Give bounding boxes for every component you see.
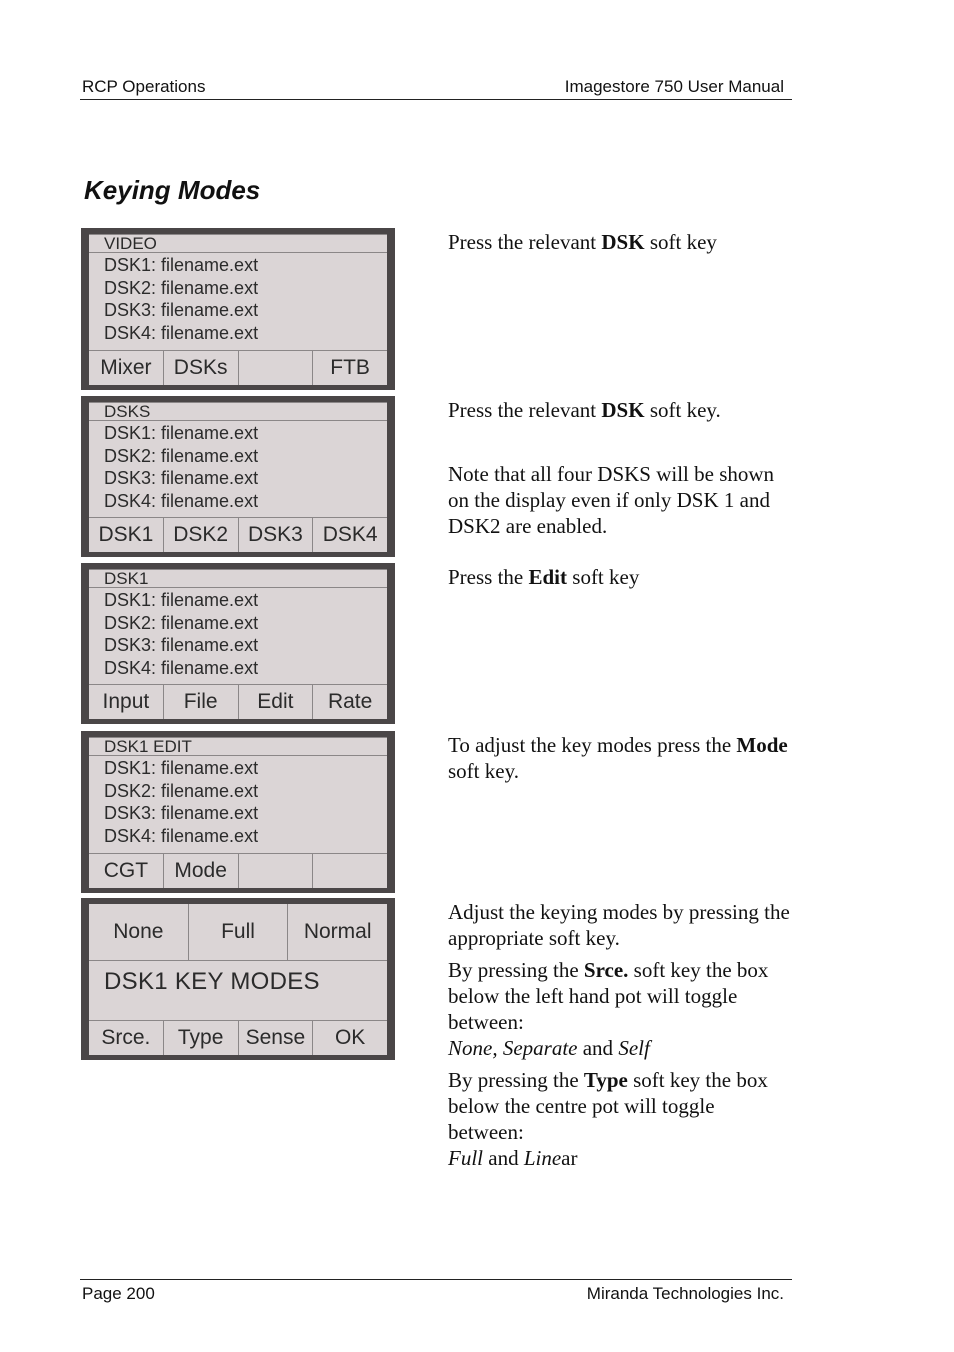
soft-key-rate[interactable]: Rate — [327, 690, 373, 713]
lcd-file-line: DSK1: filename.ext — [104, 423, 259, 443]
pot-value-source[interactable]: None — [89, 904, 189, 960]
soft-key-row — [89, 684, 387, 719]
key-modes-label: DSK1 KEY MODES — [104, 968, 320, 995]
text-run: Press the relevant — [448, 230, 602, 254]
pot-value-row — [89, 904, 387, 961]
soft-key-dsk3[interactable]: DSK3 — [239, 518, 314, 552]
lcd-menu-title: VIDEO — [89, 234, 387, 253]
lcd-file-line: DSK4: filename.ext — [104, 825, 259, 846]
key-name: Type — [583, 1068, 628, 1092]
soft-key-blank[interactable] — [239, 854, 314, 888]
soft-key-row — [89, 350, 387, 385]
soft-key-sense[interactable]: Sense — [239, 1021, 314, 1055]
header-section-name: RCP Operations — [82, 77, 206, 96]
lcd-file-line: DSK2: filename.ext — [104, 277, 259, 298]
page-header — [80, 77, 792, 100]
instruction-text — [448, 957, 793, 1061]
lcd-file-list — [89, 588, 387, 679]
soft-key-blank[interactable] — [239, 351, 314, 385]
header-manual-title: Imagestore 750 User Manual — [564, 77, 784, 96]
lcd-screen — [89, 904, 387, 1055]
soft-key-dsk2[interactable]: DSK2 — [164, 518, 239, 552]
lcd-file-line: DSK1: filename.ext — [104, 590, 259, 610]
instruction-step-5 — [448, 899, 793, 1171]
text-run: soft key. — [644, 398, 721, 422]
option-text: Self — [618, 1036, 650, 1060]
soft-key-row — [89, 853, 387, 888]
soft-key-row — [89, 1020, 387, 1055]
soft-key-dsk4[interactable]: DSK4 — [322, 523, 378, 546]
instruction-text — [448, 1067, 793, 1171]
text-run: Press the — [448, 565, 529, 589]
text-run: soft key the box below the left hand pot will toggle between: — [448, 958, 769, 1034]
lcd-file-line: DSK4: filename.ext — [104, 657, 259, 678]
soft-key-mode[interactable]: Mode — [164, 854, 239, 888]
instruction-text: Adjust the keying modes by pressing the appropriate soft key. — [448, 900, 790, 950]
instruction-text — [448, 229, 793, 255]
instruction-text — [448, 732, 793, 784]
text-run: By pressing the — [448, 1068, 584, 1092]
lcd-panel-video — [81, 228, 395, 390]
lcd-screen — [89, 737, 387, 888]
soft-key-cgt[interactable]: CGT — [89, 854, 164, 888]
key-name: DSK — [601, 398, 645, 422]
key-name: Mode — [736, 733, 788, 757]
pot-value-sense[interactable]: Normal — [303, 920, 372, 943]
lcd-file-line: DSK4: filename.ext — [104, 490, 259, 511]
text-run: soft key — [644, 230, 717, 254]
instruction-step-1 — [448, 229, 793, 255]
lcd-panel-dsk1 — [81, 563, 395, 724]
lcd-panel-key-modes — [81, 898, 395, 1060]
text-run: ar — [561, 1146, 578, 1170]
text-run: and — [577, 1036, 619, 1060]
instruction-text — [448, 564, 793, 590]
option-text: Line — [523, 1146, 562, 1170]
soft-key-srce[interactable]: Srce. — [89, 1021, 164, 1055]
soft-key-type[interactable]: Type — [164, 1021, 239, 1055]
page-footer — [80, 1279, 792, 1303]
lcd-panel-dsk1-edit — [81, 731, 395, 893]
soft-key-blank[interactable] — [313, 854, 387, 888]
key-name: Edit — [528, 565, 568, 589]
lcd-file-line: DSK3: filename.ext — [104, 635, 259, 655]
lcd-file-line: DSK1: filename.ext — [104, 758, 259, 778]
lcd-file-list — [89, 253, 387, 344]
soft-key-mixer[interactable]: Mixer — [89, 351, 164, 385]
text-run: soft key the box below the centre pot will toggle between: — [448, 1068, 768, 1144]
lcd-menu-title: DSK1 EDIT — [89, 737, 387, 756]
text-run: To adjust the key modes press the — [448, 733, 737, 757]
option-text: None, Separate — [448, 1036, 578, 1060]
instruction-step-2 — [448, 397, 793, 539]
soft-key-dsks[interactable]: DSKs — [164, 351, 239, 385]
soft-key-ok[interactable]: OK — [334, 1026, 366, 1049]
instruction-text — [448, 397, 793, 423]
text-run: soft key — [567, 565, 640, 589]
pot-value-type[interactable]: Full — [189, 904, 289, 960]
key-name: Srce. — [583, 958, 629, 982]
lcd-menu-title: DSK1 — [89, 569, 387, 588]
company-name: Miranda Technologies Inc. — [586, 1284, 784, 1303]
soft-key-edit[interactable]: Edit — [239, 685, 314, 719]
lcd-menu-title: DSKS — [89, 402, 387, 421]
lcd-file-line: DSK3: filename.ext — [104, 300, 259, 320]
lcd-panel-dsks — [81, 396, 395, 557]
lcd-screen — [89, 569, 387, 719]
soft-key-row — [89, 517, 387, 552]
instruction-step-4 — [448, 732, 793, 784]
key-name: DSK — [601, 230, 645, 254]
text-run: and — [483, 1146, 524, 1170]
text-run: soft key. — [448, 759, 519, 783]
lcd-file-line: DSK1: filename.ext — [104, 255, 259, 275]
option-text: Full — [448, 1146, 483, 1170]
lcd-file-line: DSK4: filename.ext — [104, 322, 259, 343]
soft-key-file[interactable]: File — [164, 685, 239, 719]
lcd-file-list — [89, 421, 387, 512]
lcd-file-line: DSK3: filename.ext — [104, 468, 259, 488]
lcd-file-line: DSK2: filename.ext — [104, 612, 259, 633]
note-text: Note that all four DSKS will be shown on the display even if only DSK 1 and DSK2 are enabled. — [448, 462, 775, 538]
lcd-file-line: DSK2: filename.ext — [104, 780, 259, 801]
section-title: Keying Modes — [84, 175, 261, 205]
lcd-file-line: DSK3: filename.ext — [104, 803, 259, 823]
text-run: By pressing the — [448, 958, 584, 982]
lcd-file-list — [89, 756, 387, 847]
instruction-step-3 — [448, 564, 793, 590]
lcd-screen — [89, 234, 387, 385]
soft-key-input[interactable]: Input — [89, 685, 164, 719]
lcd-screen — [89, 402, 387, 552]
text-run: Press the relevant — [448, 398, 602, 422]
lcd-file-line: DSK2: filename.ext — [104, 445, 259, 466]
page-number: Page 200 — [82, 1284, 155, 1303]
soft-key-ftb[interactable]: FTB — [330, 356, 370, 379]
soft-key-dsk1[interactable]: DSK1 — [89, 518, 164, 552]
